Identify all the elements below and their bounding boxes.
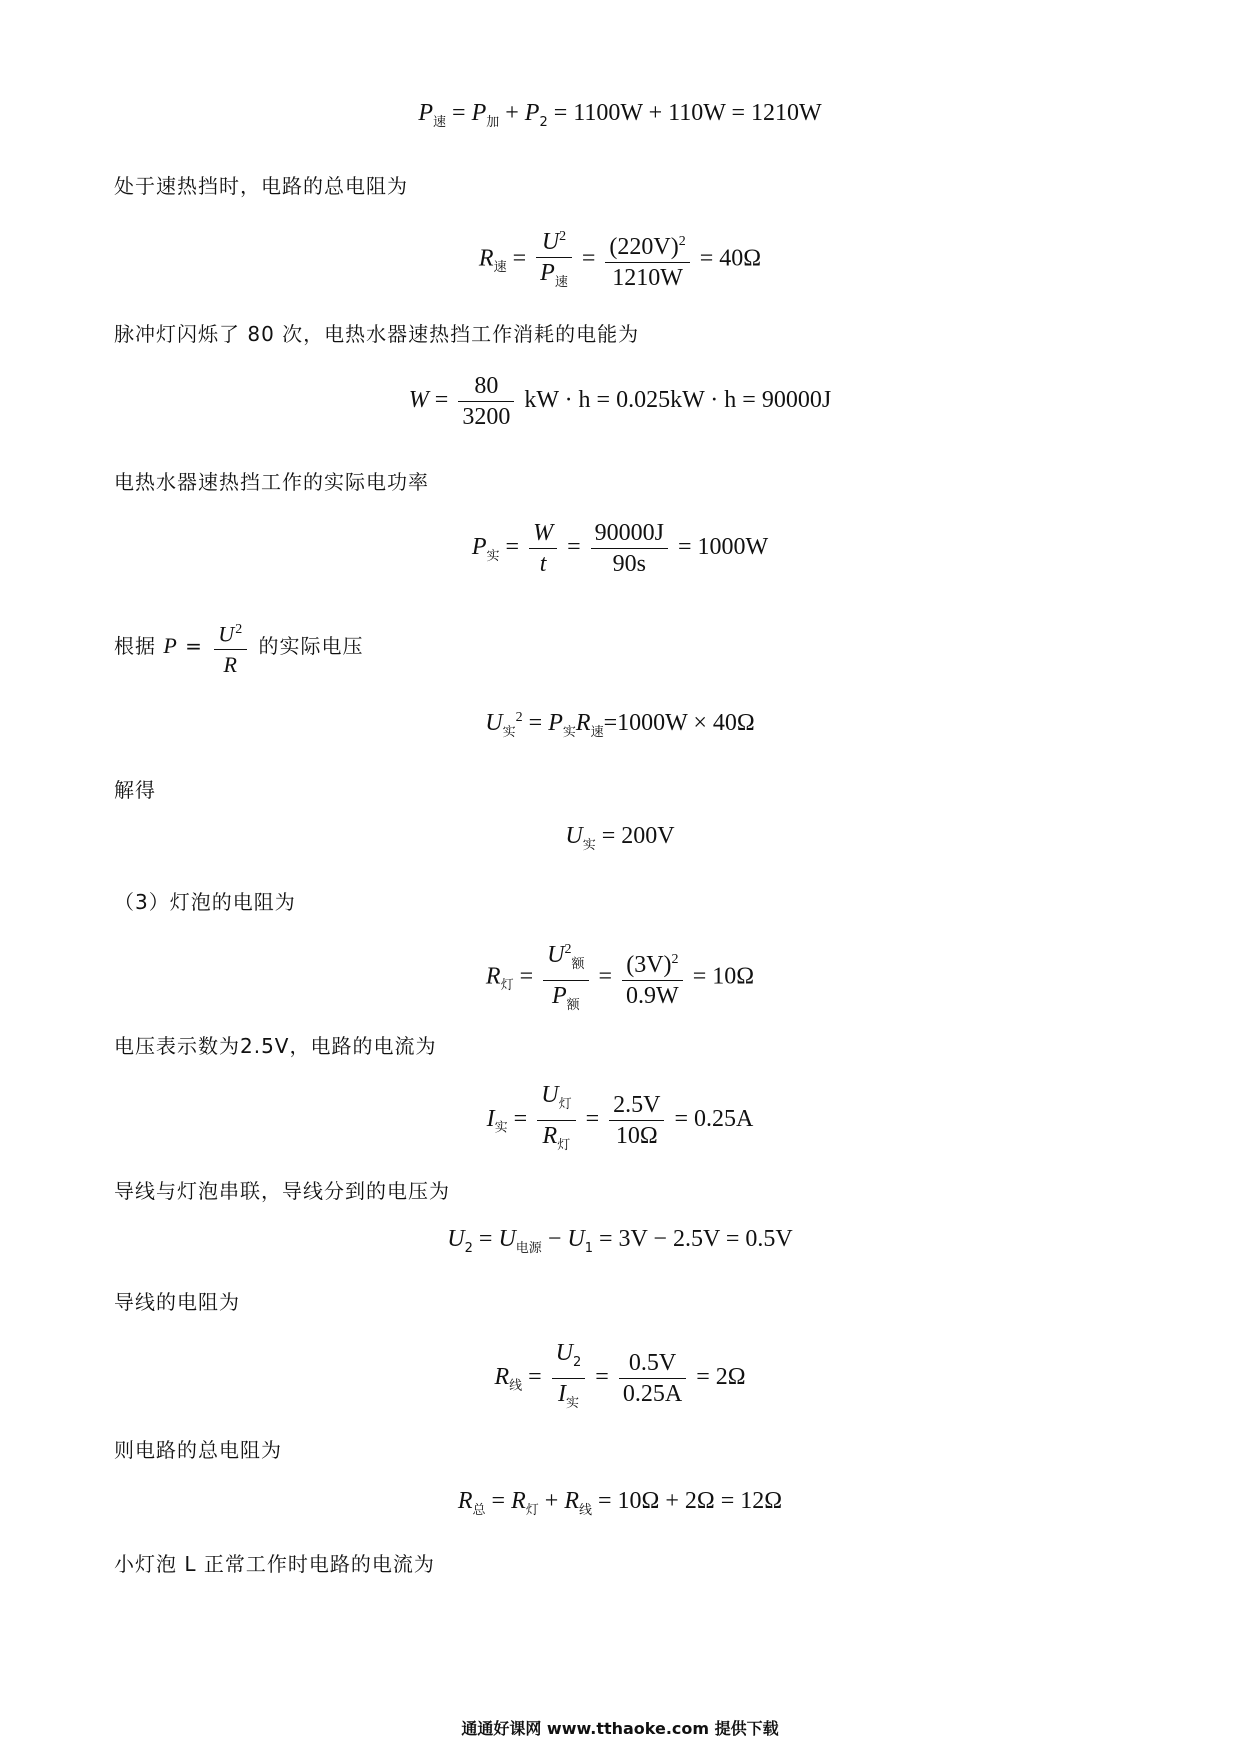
fraction: $\frac{90000J}{90s}$ bbox=[591, 518, 668, 579]
fraction: $\frac{80}{3200}$ bbox=[458, 371, 514, 432]
equation-resistance-fast: $R_速$ = $\frac{U^2}{P_速}$ = $\frac{(220V)^2}{1210W}$ = 40Ω bbox=[0, 222, 1240, 298]
paragraph-pulse-lamp: 脉冲灯闪烁了 80 次，电热水器速热挡工作消耗的电能为 bbox=[114, 322, 640, 346]
fraction: $\frac{U_2}{I_实}$ bbox=[552, 1338, 586, 1419]
equation-wire-voltage: $U_2 = U_{电源} - U_1 = 3V - 2.5V = 0.5V$ bbox=[447, 1226, 793, 1256]
paragraph-wire-voltage: 导线与灯泡串联，导线分到的电压为 bbox=[114, 1179, 450, 1203]
fraction: $\frac{(220V)^2}{1210W}$ bbox=[605, 227, 689, 293]
fraction: $\frac{(3V)^2}{0.9W}$ bbox=[622, 945, 683, 1011]
paragraph-voltmeter: 电压表示数为2.5V，电路的电流为 bbox=[114, 1034, 437, 1058]
paragraph-bulb-resistance: （3）灯泡的电阻为 bbox=[114, 890, 296, 914]
paragraph-total-resistance-2: 则电路的总电阻为 bbox=[114, 1438, 282, 1462]
equation-bulb-resistance: $R_灯$ = $\frac{U^2_额}{P_额}$ = $\frac{(3V)^2}{0.9W}$ = 10Ω bbox=[0, 935, 1240, 1021]
paragraph-according-formula: 根据 P = $\frac{U^2}{R}$ 的实际电压 bbox=[114, 615, 364, 680]
equation-energy: W = $\frac{80}{3200}$ kW · h = 0.025kW · h = 90000J bbox=[408, 373, 832, 430]
footer-source: 通通好课网 www.tthaoke.com 提供下载 bbox=[461, 1719, 779, 1738]
equation-total-resistance: $R_总 = R_灯 + R_线 = 10\Omega + 2\Omega = 12\Omega$ bbox=[457, 1488, 783, 1518]
fraction: $\frac{0.5V}{0.25A}$ bbox=[619, 1348, 686, 1409]
equation-voltage-squared: $U_实^2 = P_实R_速=1000W \times 40\Omega$ bbox=[485, 710, 755, 740]
fraction: $\frac{U^2}{R}$ bbox=[214, 615, 247, 680]
equation-current: $I_实$ = $\frac{U_灯}{R_灯}$ = $\frac{2.5V}{10\Omega}$ = 0.25A bbox=[0, 1080, 1240, 1161]
equation-actual-voltage: $U_实 = 200V$ bbox=[565, 823, 675, 853]
paragraph-normal-current: 小灯泡 L 正常工作时电路的电流为 bbox=[114, 1552, 435, 1576]
fraction: $\frac{2.5V}{10\Omega}$ bbox=[609, 1090, 664, 1151]
fraction: $\frac{U_灯}{R_灯}$ bbox=[537, 1080, 575, 1161]
paragraph-wire-resistance: 导线的电阻为 bbox=[114, 1290, 240, 1314]
paragraph-total-resistance: 处于速热挡时，电路的总电阻为 bbox=[114, 174, 408, 198]
fraction: $\frac{U^2_额}{P_额}$ bbox=[543, 935, 588, 1021]
equation-total-power: $P_速 = P_加 + P_2 = 1100W + 110W = 1210W$ bbox=[418, 100, 822, 130]
fraction: $\frac{U^2}{P_速}$ bbox=[536, 222, 572, 298]
fraction: $\frac{W}{t}$ bbox=[529, 518, 557, 579]
paragraph-actual-power: 电热水器速热挡工作的实际电功率 bbox=[114, 470, 429, 494]
equation-wire-resistance: $R_线$ = $\frac{U_2}{I_实}$ = $\frac{0.5V}{0.25A}$ = 2Ω bbox=[0, 1338, 1240, 1419]
paragraph-solve: 解得 bbox=[114, 778, 156, 802]
equation-actual-power: $P_实$ = $\frac{W}{t}$ = $\frac{90000J}{90s}$ = 1000W bbox=[471, 520, 769, 577]
